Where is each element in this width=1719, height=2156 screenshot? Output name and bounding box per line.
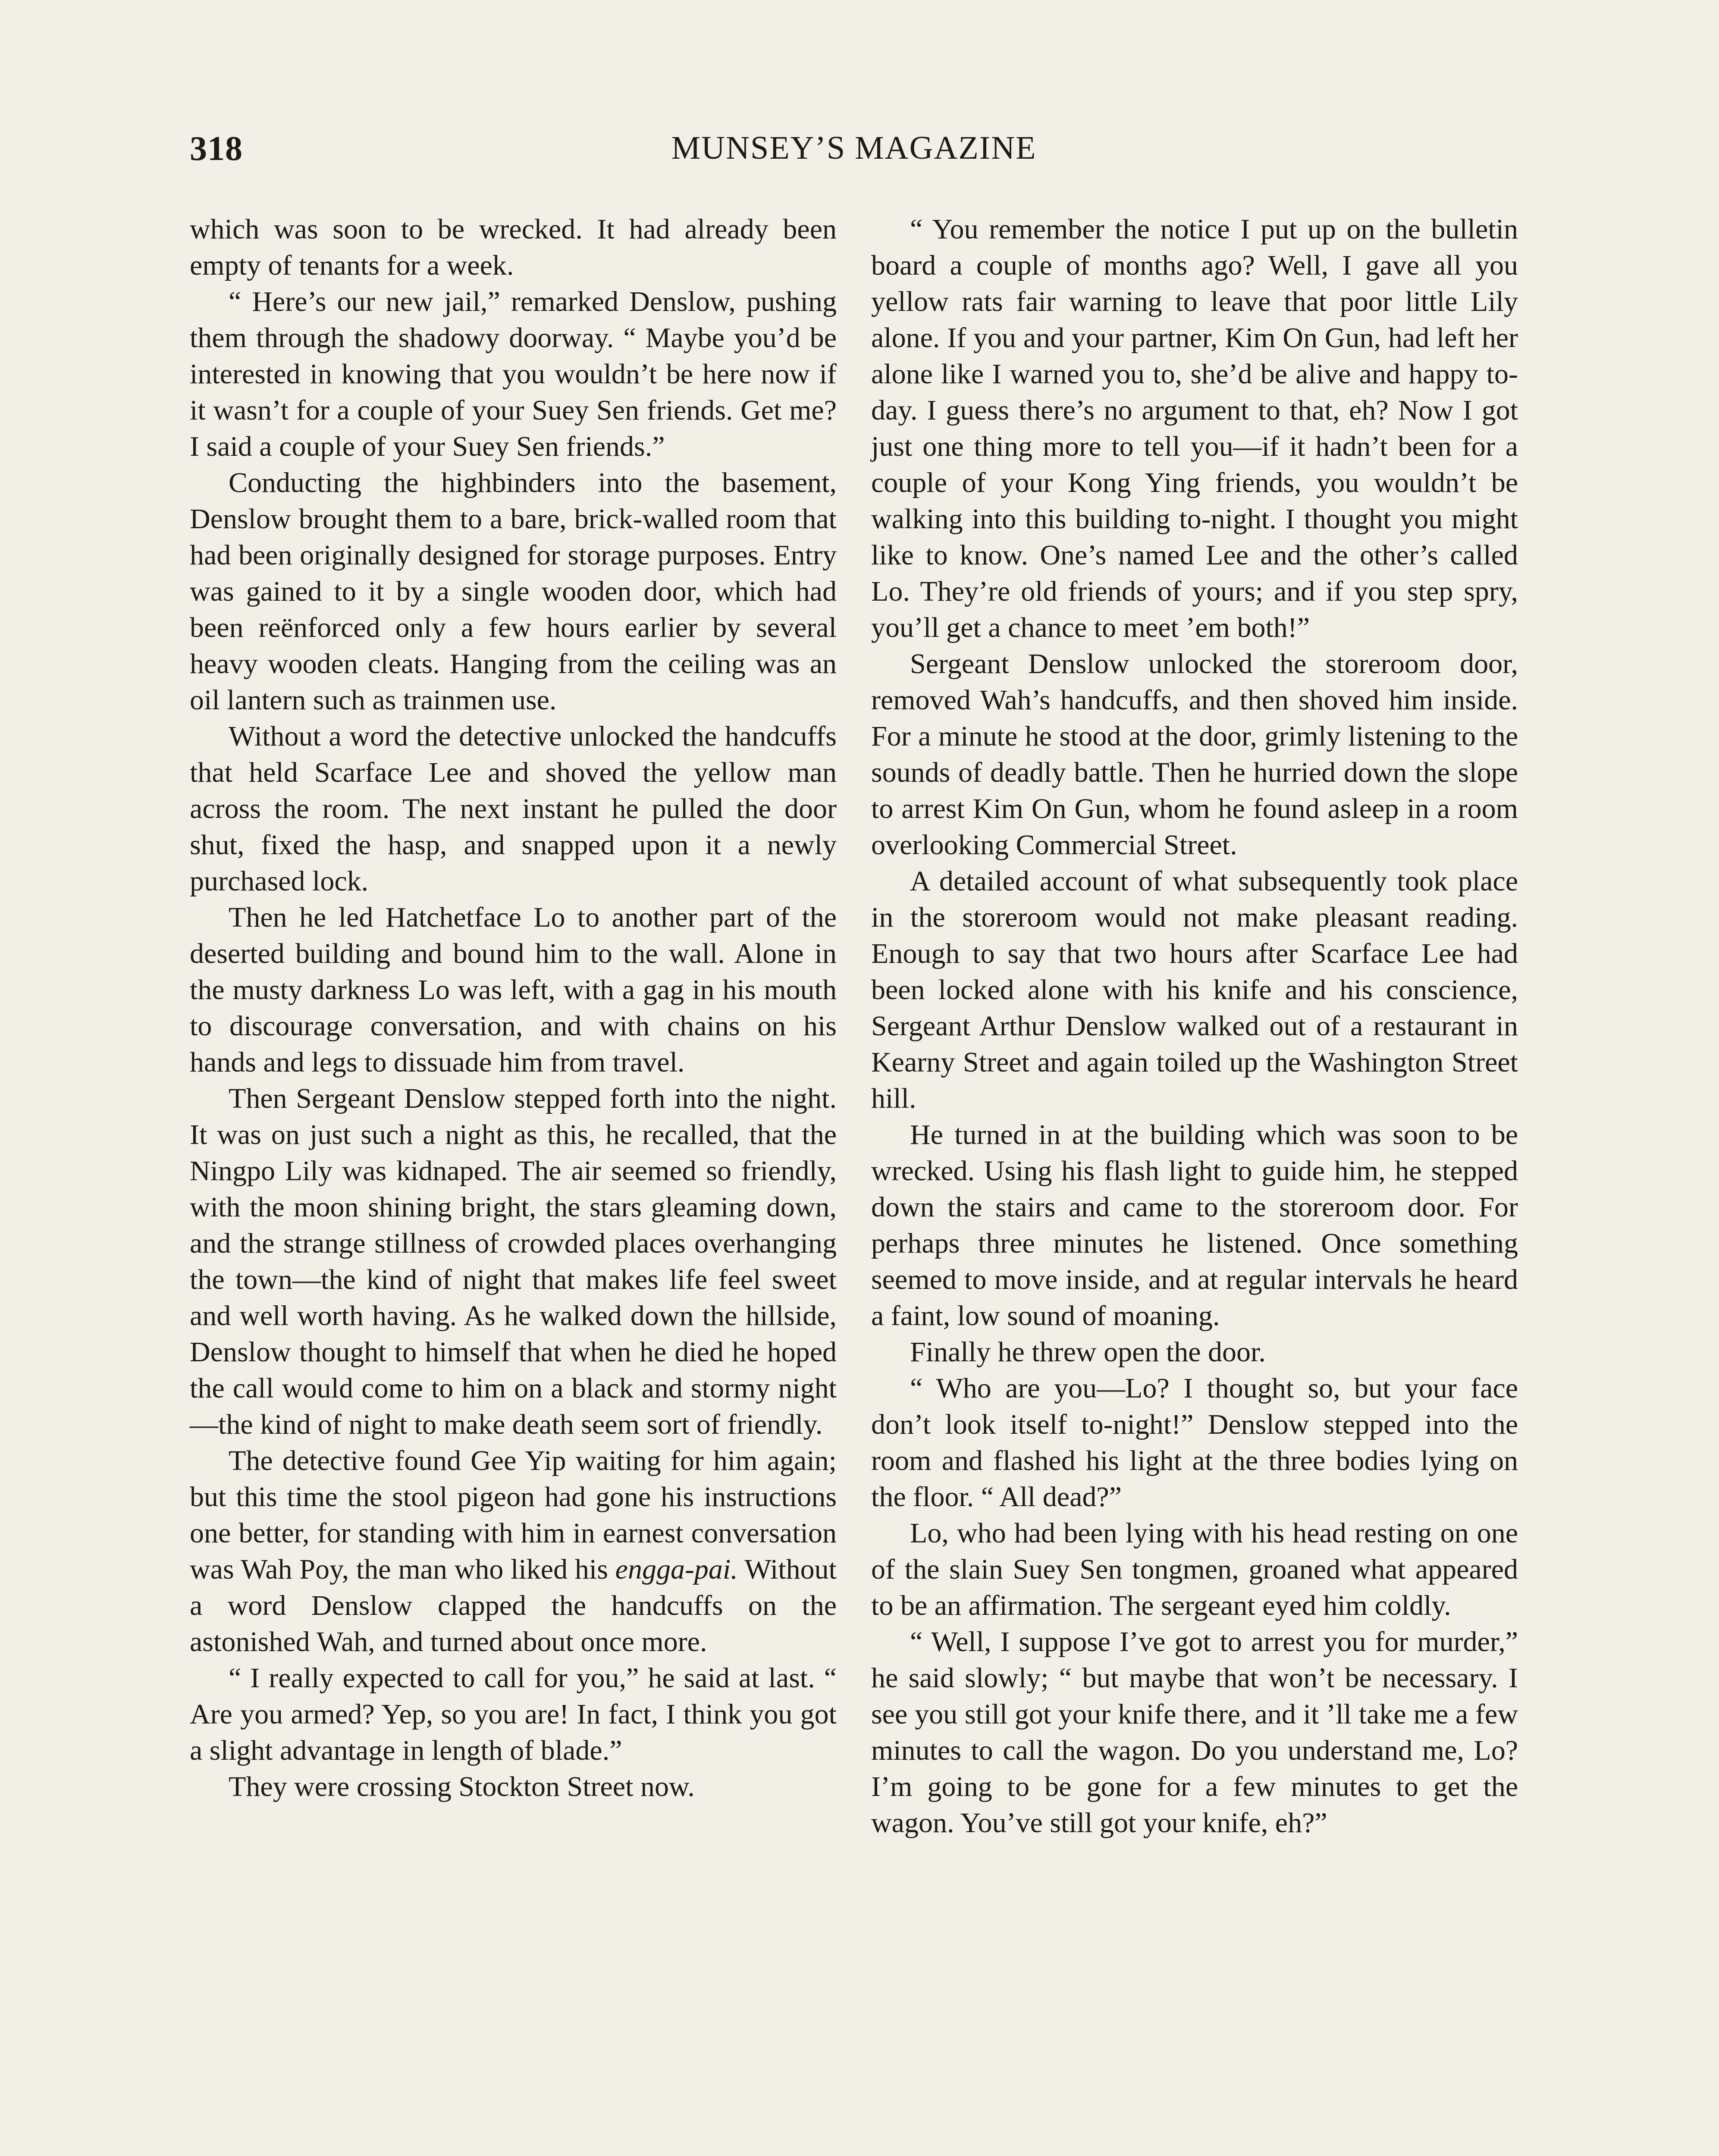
paragraph: which was soon to be wrecked. It had already been empty of tenants for a week.	[190, 213, 837, 281]
paragraph: Finally he threw open the door.	[910, 1336, 1266, 1368]
paragraph: Sergeant Denslow unlocked the storeroom door, removed Wah’s handcuffs, and then shoved him inside. For a minute he stood at the door, grimly listening to the sounds of deadly battle. Then he hurried down the slope to arrest Kim On Gun, whom he found asleep in a room overlooking Commercial Street.	[871, 648, 1518, 861]
paragraph-text: Without a word Denslow clapped the handcuffs on the astonished Wah, and turned about once more.	[190, 1554, 837, 1658]
paragraph-with-italic	[190, 1443, 837, 1660]
running-head: MUNSEY’S MAGAZINE	[671, 130, 1037, 166]
paragraph: Without a word the detective unlocked the handcuffs that held Scarface Lee and shoved the yellow man across the room. The next instant he pulled the door shut, fixed the hasp, and snapped upon it a newly purchased lock.	[190, 721, 837, 897]
page-number: 318	[190, 130, 243, 168]
italic-word: engga-pai.	[615, 1554, 738, 1585]
paragraph: Then he led Hatchetface Lo to another part of the deserted building and bound him to the wall. Alone in the musty darkness Lo was left, with a gag in his mouth to discourage conversation, and with chains on his hands and legs to dissuade him from travel.	[190, 902, 837, 1078]
right-column	[871, 211, 1518, 1841]
paragraph: Then Sergeant Denslow stepped forth into the night. It was on just such a night as this, he recalled, that the Ningpo Lily was kidnaped. The air seemed so friendly, with the moon shining bright, the stars gleaming down, and the strange stillness of crowded places overhanging the town—the kind of night that makes life feel sweet and well worth having. As he walked down the hillside, Denslow thought to himself that when he died he hoped the call would come to him on a black and stormy night—the kind of night to make death seem sort of friendly.	[190, 1083, 837, 1440]
paragraph-text: The detective found Gee Yip waiting for him again; but this time the stool pigeon had gone his instructions one better, for standing with him in earnest conversation was Wah Poy, the man who liked his	[190, 1445, 837, 1585]
paragraph: He turned in at the building which was soon to be wrecked. Using his flash light to guide him, he stepped down the stairs and came to the storeroom door. For perhaps three minutes he listened. Once something seemed to move inside, and at regular intervals he heard a faint, low sound of moaning.	[871, 1119, 1518, 1332]
paragraph: They were crossing Stockton Street now.	[229, 1771, 695, 1802]
paragraph: “ Who are you—Lo? I thought so, but your face don’t look itself to-night!” Denslow stepped into the room and flashed his light at the three bodies lying on the floor. “ All dead?”	[871, 1373, 1518, 1513]
paragraph: “ Here’s our new jail,” remarked Denslow, pushing them through the shadowy doorway. “ Maybe you’d be interested in knowing that you wouldn’t be here now if it wasn’t for a couple of your Suey Sen friends. Get me? I said a couple of your Suey Sen friends.”	[190, 286, 837, 462]
paragraph: Lo, who had been lying with his head resting on one of the slain Suey Sen tongmen, groaned what appeared to be an affirmation. The sergeant eyed him coldly.	[871, 1517, 1518, 1621]
paragraph: “ I really expected to call for you,” he said at last. “ Are you armed? Yep, so you are! In fact, I think you got a slight advantage in length of blade.”	[190, 1662, 837, 1766]
page-header	[190, 129, 1518, 181]
left-column	[190, 211, 837, 1805]
paragraph: “ You remember the notice I put up on the bulletin board a couple of months ago? Well, I gave all you yellow rats fair warning to leave that poor little Lily alone. If you and your partner, Kim On Gun, had left her alone like I warned you to, she’d be alive and happy to-day. I guess there’s no argument to that, eh? Now I got just one thing more to tell you—if it hadn’t been for a couple of your Kong Ying friends, you wouldn’t be walking into this building to-night. I thought you might like to know. One’s named Lee and the other’s called Lo. They’re old friends of yours; and if you step spry, you’ll get a chance to meet ’em both!”	[871, 213, 1518, 643]
paragraph: A detailed account of what subsequently took place in the storeroom would not make pleasant reading. Enough to say that two hours after Scarface Lee had been locked alone with his knife and his conscience, Sergeant Arthur Denslow walked out of a restaurant in Kearny Street and again toiled up the Washington Street hill.	[871, 865, 1518, 1114]
paragraph: “ Well, I suppose I’ve got to arrest you for murder,” he said slowly; “ but maybe that won’t be necessary. I see you still got your knife there, and it ’ll take me a few minutes to call the wagon. Do you understand me, Lo? I’m going to be gone for a few minutes to get the wagon. You’ve still got your knife, eh?”	[871, 1626, 1518, 1839]
paragraph: Conducting the highbinders into the basement, Denslow brought them to a bare, brick-walled room that had been originally designed for storage purposes. Entry was gained to it by a single wooden door, which had been reënforced only a few hours earlier by several heavy wooden cleats. Hanging from the ceiling was an oil lantern such as trainmen use.	[190, 467, 837, 716]
